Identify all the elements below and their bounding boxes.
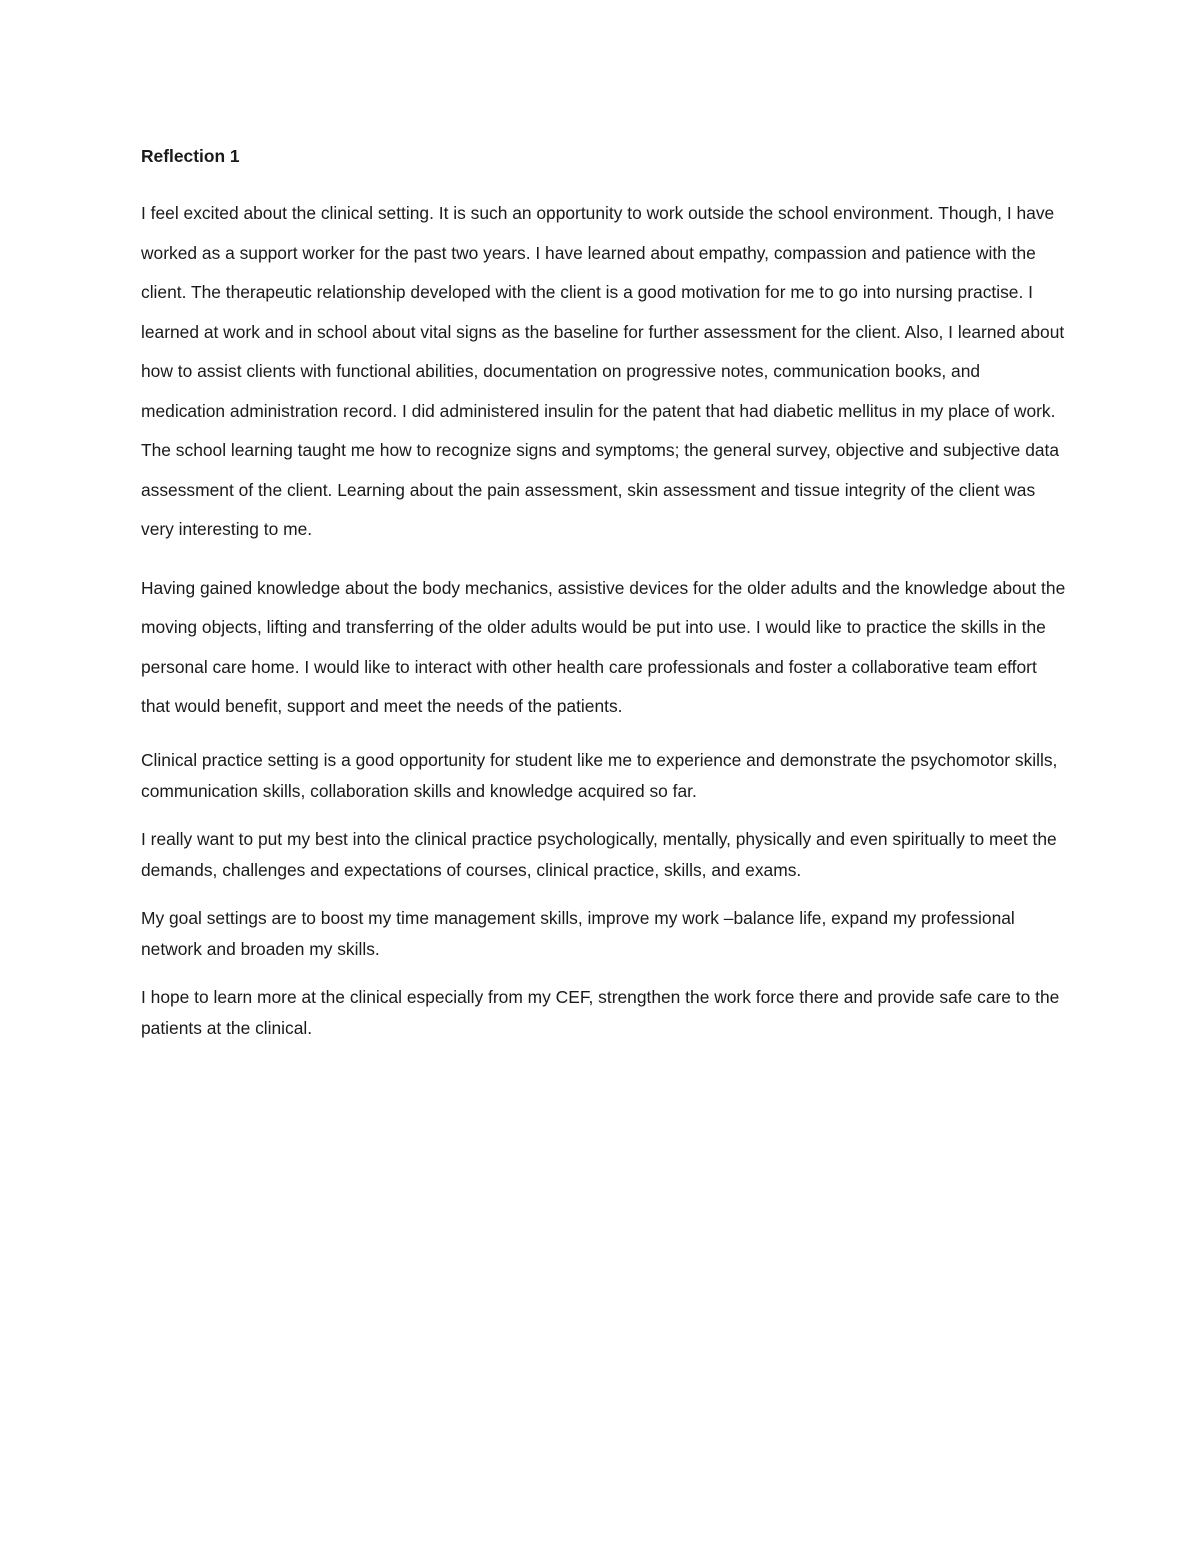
document-title: Reflection 1 bbox=[141, 146, 240, 166]
paragraph-2: Having gained knowledge about the body mechanics, assistive devices for the older adults and the knowledge about the moving objects, lifting and transferring of the older adults would be put into use. I would like to practice the skills in the personal care home. I would like to interact with other health care professionals and foster a collaborative team effort that would benefit, support and meet the needs of the patients. bbox=[141, 577, 1066, 716]
paragraph-3: Clinical practice setting is a good opportunity for student like me to experience and demonstrate the psychomotor skills, communication skills, collaboration skills and knowledge acquired so far. bbox=[141, 749, 1058, 801]
paragraph-4: I really want to put my best into the clinical practice psychologically, mentally, physically and even spiritually to meet the demands, challenges and expectations of courses, clinical practice, skills, and exams. bbox=[141, 828, 1057, 880]
document-body bbox=[141, 142, 1066, 1044]
paragraph-1: I feel excited about the clinical setting. It is such an opportunity to work outside the school environment. Though, I have worked as a support worker for the past two years. I have learned about empathy, compassion and patience with the client. The therapeutic relationship developed with the client is a good motivation for me to go into nursing practise. I learned at work and in school about vital signs as the baseline for further assessment for the client. Also, I learned about how to assist clients with functional abilities, documentation on progressive notes, communication books, and medication administration record. I did administered insulin for the patent that had diabetic mellitus in my place of work. The school learning taught me how to recognize signs and symptoms; the general survey, objective and subjective data assessment of the client. Learning about the pain assessment, skin assessment and tissue integrity of the client was very interesting to me. bbox=[141, 203, 1065, 539]
paragraph-5: My goal settings are to boost my time management skills, improve my work –balance life, expand my professional network and broaden my skills. bbox=[141, 907, 1015, 959]
paragraph-6: I hope to learn more at the clinical especially from my CEF, strengthen the work force there and provide safe care to the patients at the clinical. bbox=[141, 986, 1060, 1038]
